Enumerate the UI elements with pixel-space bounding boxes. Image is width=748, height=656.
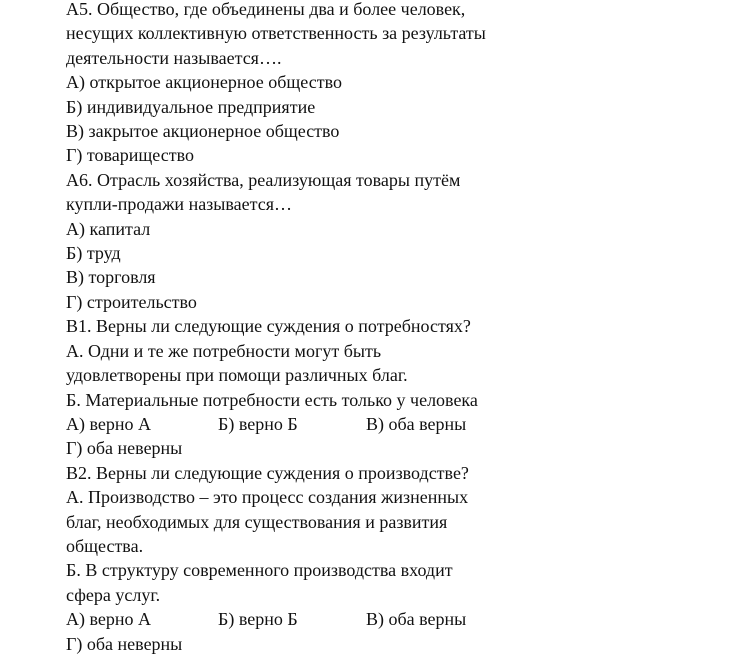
answer-option: Б) труд [66,243,121,264]
answer-option: Б) верно Б [218,609,298,630]
question-statement: А. Одни и те же потребности могут быть [66,340,382,361]
answer-option: Г) товарищество [66,145,194,166]
answer-option: А) верно А [66,609,152,630]
question-statement: общества. [66,535,144,556]
question-statement: удовлетворены при помощи различных благ. [66,365,408,386]
answer-option: Б) верно Б [218,413,298,434]
answer-option: А) капитал [66,218,151,239]
question-statement: Б. В структуру современного производства входит [66,560,453,581]
answer-option: А) верно А [66,413,152,434]
question-a6 [66,168,536,314]
test-document [66,0,536,656]
question-statement: А. Производство – это процесс создания жизненных [66,487,469,508]
answer-options-row [66,607,536,631]
answer-options-row [66,412,536,436]
answer-option: А) открытое акционерное общество [66,72,342,93]
answer-option: В) оба верны [366,413,467,434]
answer-option: В) оба верны [366,609,467,630]
answer-option: В) торговля [66,267,156,288]
answer-option: Г) оба неверны [66,438,183,459]
question-text: несущих коллективную ответственность за результаты [66,23,486,44]
question-statement: сфера услуг. [66,584,161,605]
question-text: купли-продажи называется… [66,194,292,215]
question-statement: благ, необходимых для существования и развития [66,511,448,532]
question-a5 [66,0,536,168]
question-text: В1. Верны ли следующие суждения о потребностях? [66,316,471,337]
question-text: А6. Отрасль хозяйства, реализующая товары путём [66,169,461,190]
question-text: А5. Общество, где объединены два и более человек, [66,0,466,19]
answer-option: Г) строительство [66,291,197,312]
answer-option: Б) индивидуальное предприятие [66,96,316,117]
answer-option: В) закрытое акционерное общество [66,121,340,142]
question-statement: Б. Материальные потребности есть только у человека [66,389,478,410]
question-b1 [66,314,536,460]
question-text: деятельности называется…. [66,47,282,68]
question-text: В2. Верны ли следующие суждения о производстве? [66,462,469,483]
answer-option: Г) оба неверны [66,633,183,654]
question-b2 [66,461,536,656]
